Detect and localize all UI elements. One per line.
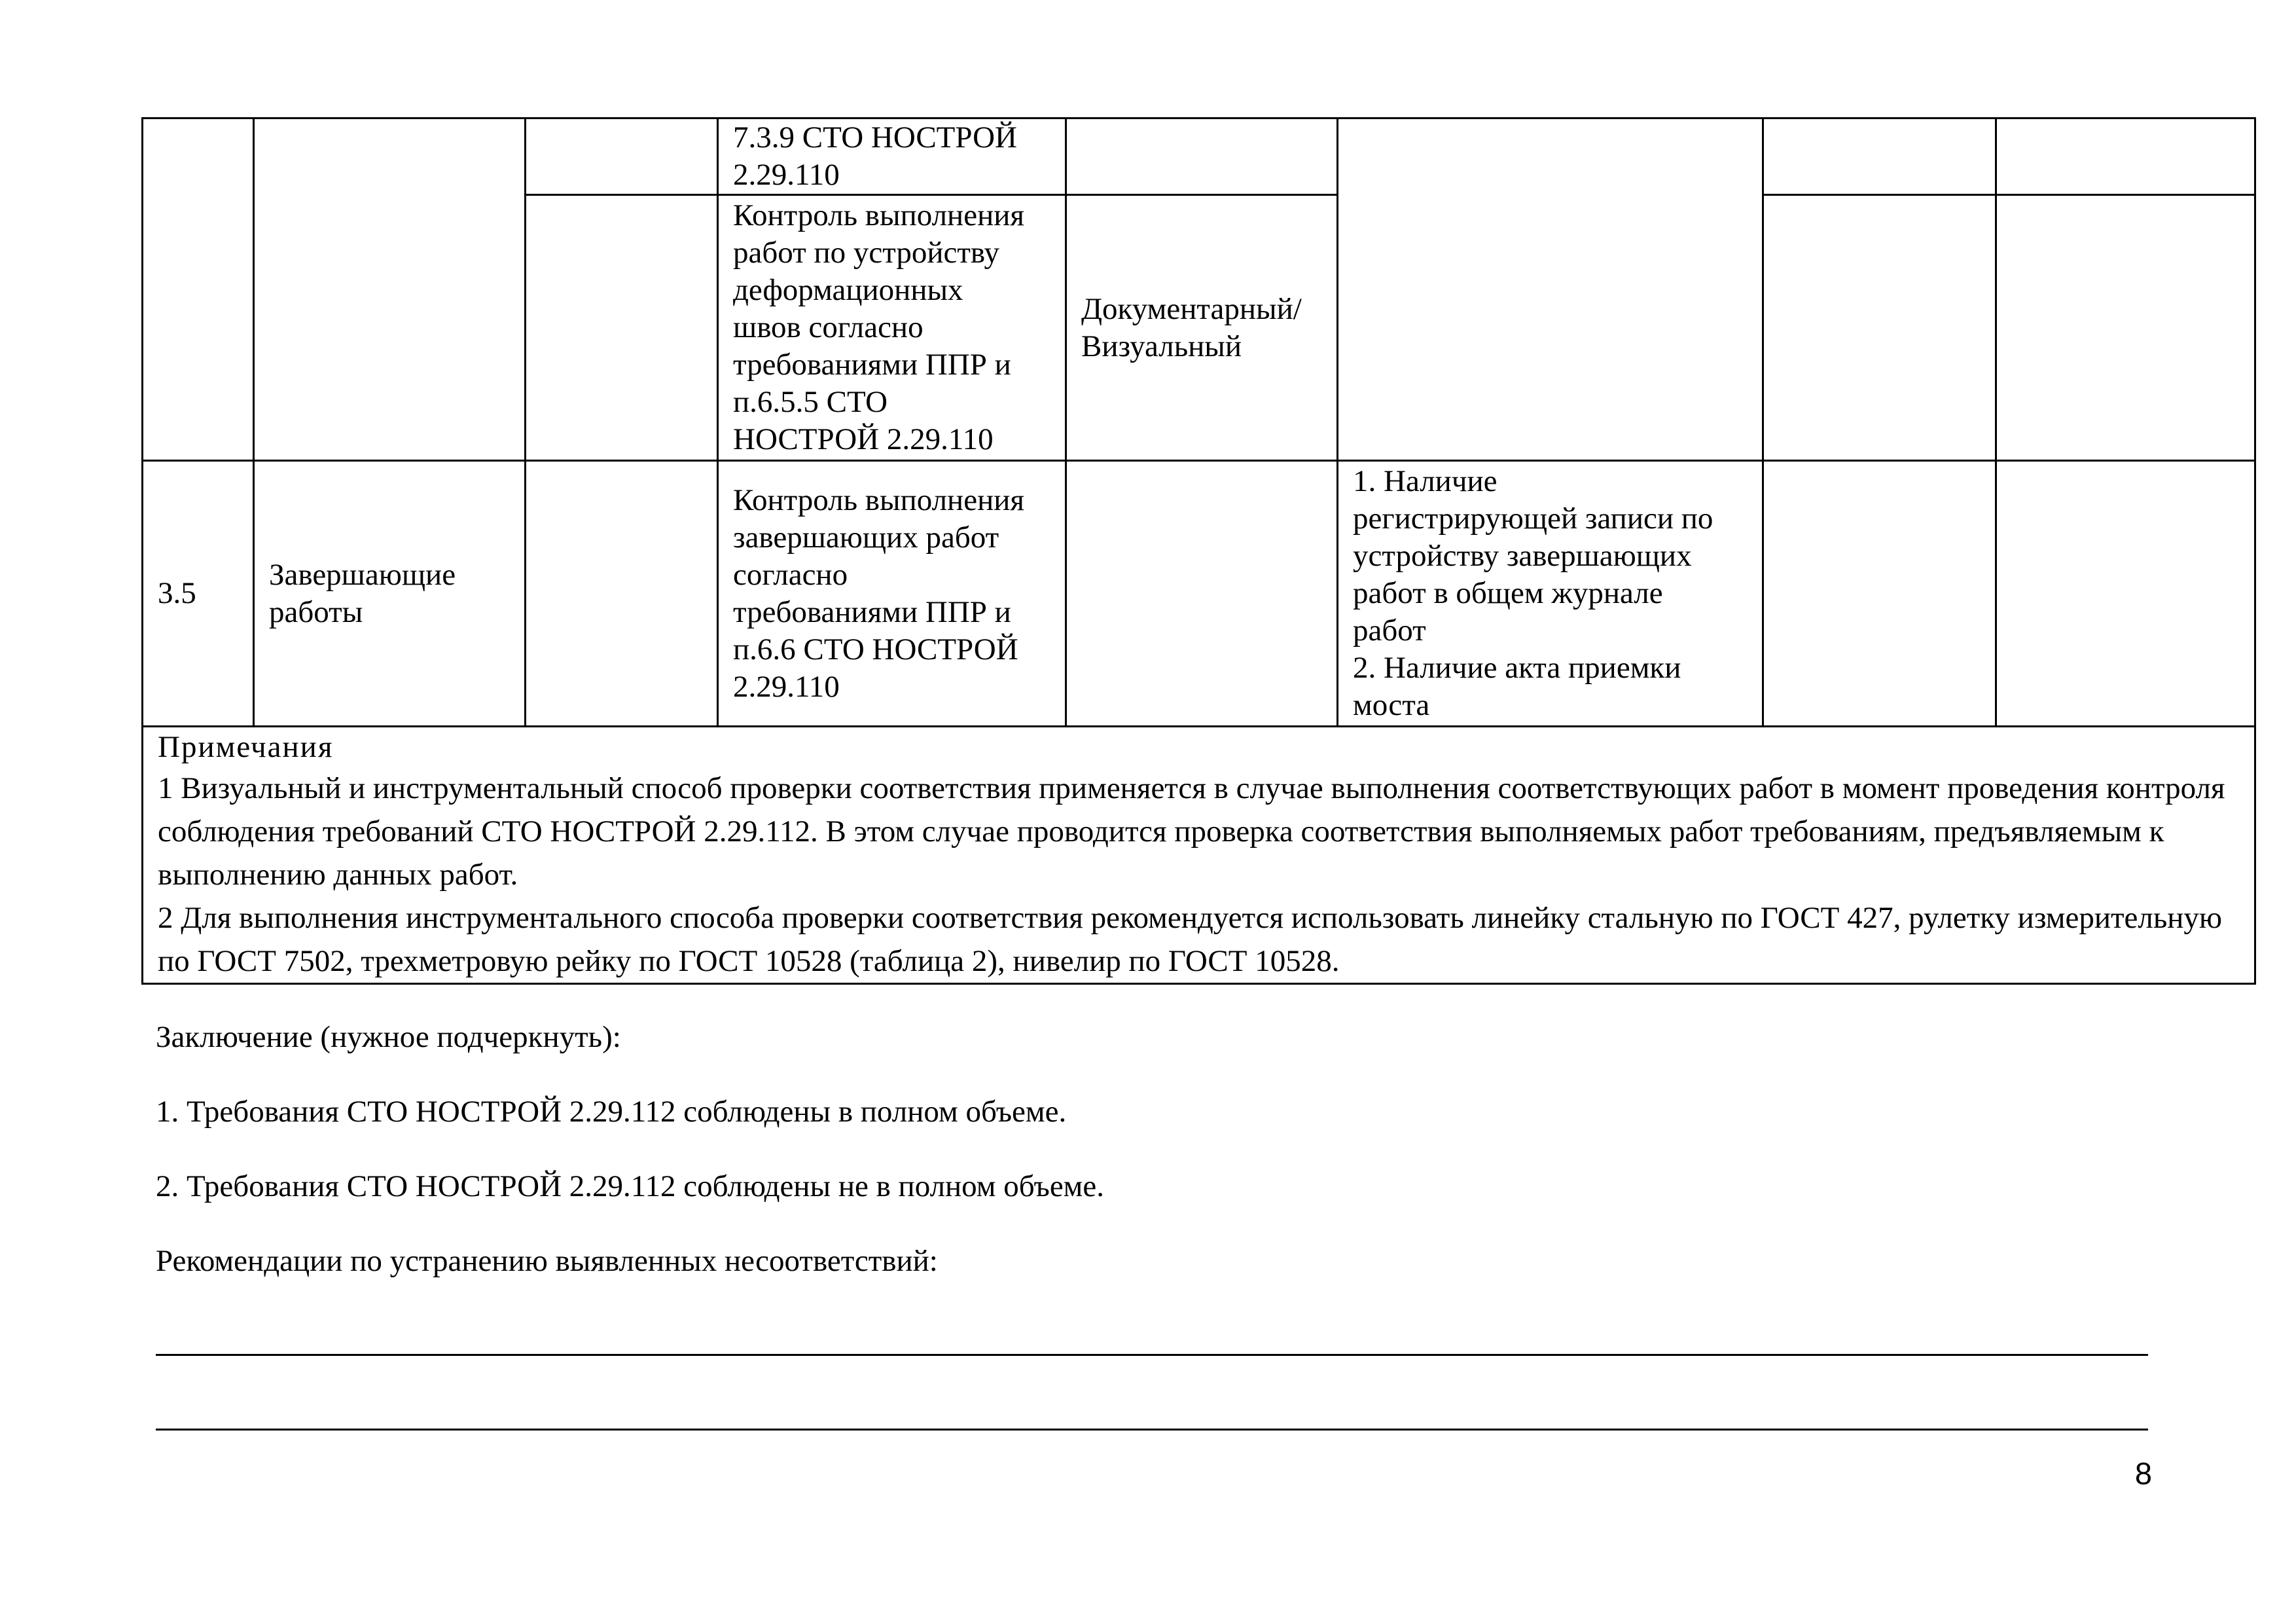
note-1: 1 Визуальный и инструментальный способ проверки соответствия применяется в случае выполнения соответствующих работ в момент проведения контроля соблюдения требований СТО НОСТРОЙ 2.29.112. В этом случае проводится проверка соответствия выполняемых работ требованиям, предъявляемым к выполнению данных работ. [158, 771, 2225, 892]
cell-empty [1996, 461, 2255, 727]
conclusion-heading: Заключение (нужное подчеркнуть): [156, 1020, 621, 1054]
cell-empty [1763, 461, 1996, 727]
cell-row-number: 3.5 [143, 461, 254, 727]
recommendations-heading: Рекомендации по устранению выявленных несоответствий: [156, 1244, 938, 1278]
cell-empty [1996, 195, 2255, 461]
page-number: 8 [2134, 1456, 2152, 1491]
cell-empty [1763, 195, 1996, 461]
cell-empty [1763, 119, 1996, 195]
table-row [143, 461, 2255, 727]
cell-documents-empty [1338, 119, 1763, 461]
cell-criterion: Контроль выполнения работ по устройству деформационных швов согласно требованиями ППР и п.6.5.5 СТО НОСТРОЙ 2.29.110 [718, 195, 1066, 461]
notes-title: Примечания [158, 730, 334, 764]
table-row-notes [143, 727, 2255, 984]
inspection-table [141, 117, 2256, 985]
cell-criterion: 7.3.9 СТО НОСТРОЙ 2.29.110 [718, 119, 1066, 195]
note-2: 2 Для выполнения инструментального способа проверки соответствия рекомендуется использовать линейку стальную по ГОСТ 427, рулетку измерительную по ГОСТ 7502, трехметровую рейку по ГОСТ 10528 (таблица 2), нивелир по ГОСТ 10528. [158, 901, 2223, 978]
cell-method: Документарный/ Визуальный [1066, 195, 1338, 461]
cell-documents: 1. Наличие регистрирующей записи по устройству завершающих работ в общем журнале работ 2. Наличие акта приемки моста [1338, 461, 1763, 727]
cell-number-empty [143, 119, 254, 461]
cell-empty [1996, 119, 2255, 195]
cell-empty [526, 461, 718, 727]
cell-stage-empty [254, 119, 526, 461]
recommendations-line-2 [156, 1429, 2148, 1431]
cell-method-empty [1066, 461, 1338, 727]
cell-criterion: Контроль выполнения завершающих работ согласно требованиями ППР и п.6.6 СТО НОСТРОЙ 2.29.110 [718, 461, 1066, 727]
recommendations-line-1 [156, 1354, 2148, 1356]
cell-stage: Завершающие работы [254, 461, 526, 727]
conclusion-option-1[interactable]: 1. Требования СТО НОСТРОЙ 2.29.112 соблюдены в полном объеме. [156, 1095, 1067, 1129]
cell-empty [526, 195, 718, 461]
table-row [143, 119, 2255, 195]
cell-method-empty [1066, 119, 1338, 195]
conclusion-option-2[interactable]: 2. Требования СТО НОСТРОЙ 2.29.112 соблюдены не в полном объеме. [156, 1169, 1105, 1203]
notes-cell [143, 727, 2255, 984]
cell-empty [526, 119, 718, 195]
